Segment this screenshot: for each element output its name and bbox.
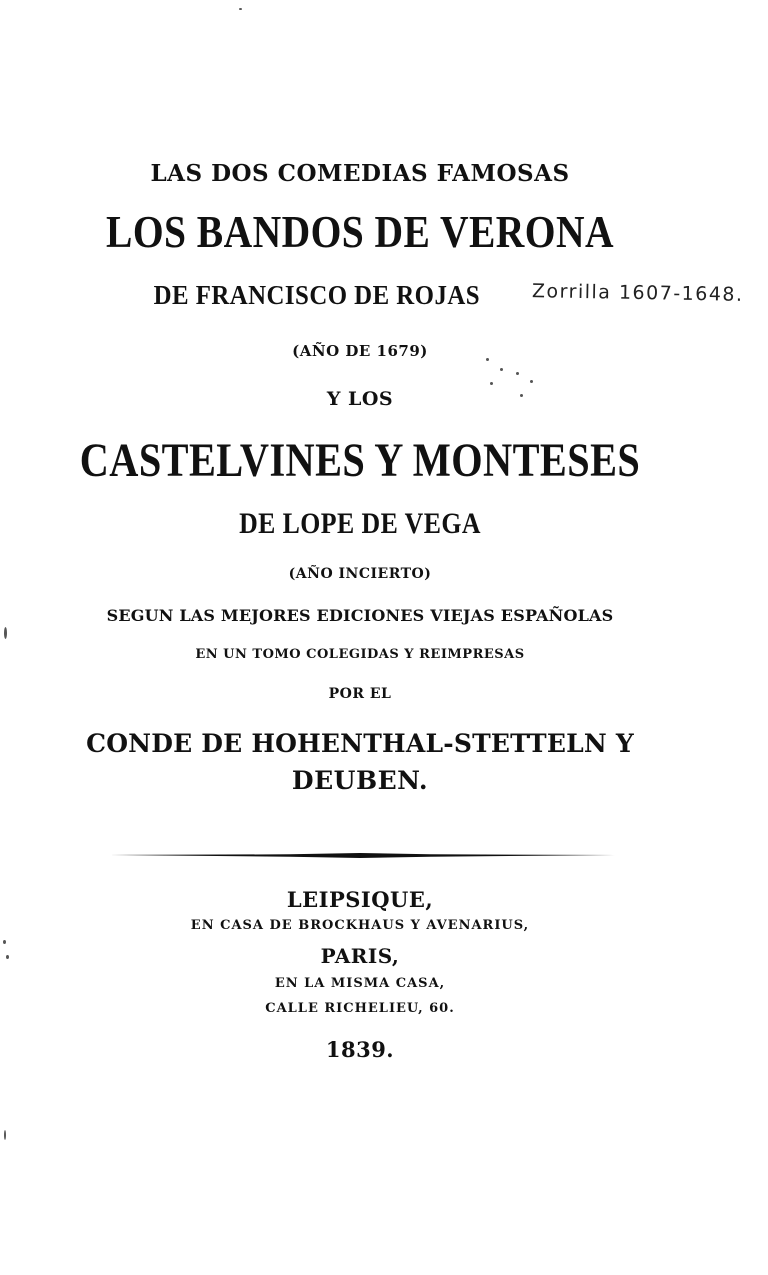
stamp-dots: [516, 372, 519, 375]
title-line-los-bandos-de-verona: LOS BANDOS DE VERONA: [106, 206, 614, 257]
title-line-castelvines-y-monteses: CASTELVINES Y MONTESES: [79, 434, 641, 487]
imprint-city-leipsique: LEIPSIQUE,: [286, 887, 434, 912]
decorative-rule: [110, 853, 615, 858]
editor-line-1: CONDE DE HOHENTHAL-STETTELN Y: [86, 729, 634, 758]
margin-speck: [6, 955, 9, 959]
imprint-publisher: EN CASA DE BROCKHAUS Y AVENARIUS,: [190, 918, 530, 933]
margin-speck: [3, 940, 6, 944]
imprint-address: CALLE RICHELIEU, 60.: [265, 1001, 455, 1016]
title-line-las-dos-comedias: LAS DOS COMEDIAS FAMOSAS: [150, 160, 570, 187]
edition-line: SEGUN LAS MEJORES EDICIONES VIEJAS ESPAÑOLAS: [106, 606, 614, 625]
editor-line-2: DEUBEN.: [291, 766, 429, 795]
handwritten-annotation: Zorrilla 1607-1648.: [531, 280, 744, 306]
por-el-line: POR EL: [328, 686, 392, 702]
stamp-dots: [500, 368, 503, 371]
stamp-dots: [486, 358, 489, 361]
stamp-dots: [530, 380, 533, 383]
margin-speck: [239, 8, 242, 10]
author-line-lope-de-vega: DE LOPE DE VEGA: [239, 507, 481, 540]
stamp-dots: [520, 394, 523, 397]
stamp-dots: [490, 382, 493, 385]
margin-speck: [4, 627, 7, 639]
year-line-incierto: (AÑO INCIERTO): [288, 566, 432, 582]
author-line-francisco-de-rojas: DE FRANCISCO DE ROJAS: [153, 280, 481, 310]
imprint-city-paris: PARIS,: [320, 944, 400, 968]
imprint-year: 1839.: [325, 1037, 395, 1062]
imprint-same-house: EN LA MISMA CASA,: [274, 976, 446, 991]
connector-y-los: Y LOS: [326, 388, 394, 410]
margin-speck: [4, 1130, 6, 1140]
collected-line: EN UN TOMO COLEGIDAS Y REIMPRESAS: [195, 647, 525, 662]
year-line-1679: (AÑO DE 1679): [292, 342, 428, 360]
